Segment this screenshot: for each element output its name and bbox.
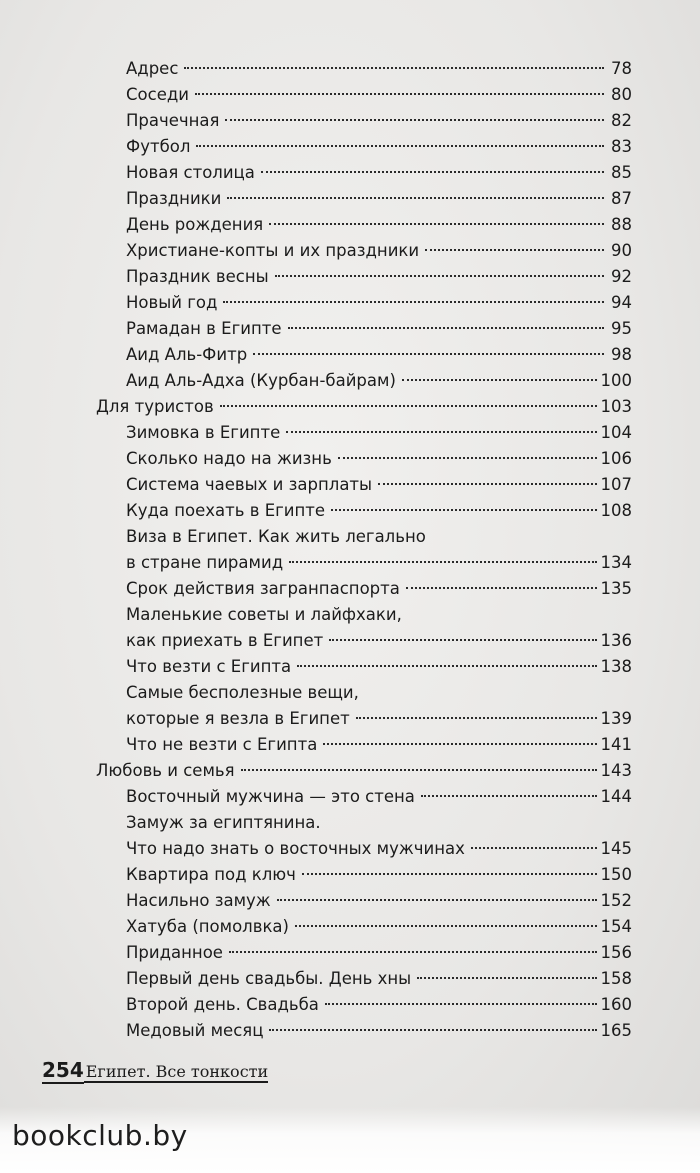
toc-leader-dots: [323, 743, 596, 745]
toc-leader-dots: [225, 119, 604, 121]
toc-entry: [96, 1018, 632, 1044]
toc-entry-title: Хатуба (помолвка): [126, 917, 289, 936]
toc-entry-title: Виза в Египет. Как жить легально: [126, 527, 426, 546]
toc-entry-title: Праздники: [126, 189, 222, 208]
toc-entry-title: Соседи: [126, 85, 189, 104]
toc-entry-title: Замуж за египтянина.: [126, 813, 321, 832]
toc-entry: [96, 940, 632, 966]
toc-entry: [96, 888, 632, 914]
toc-entry-title: Самые бесполезные вещи,: [126, 683, 359, 702]
toc-entry: [96, 810, 632, 836]
toc-leader-dots: [277, 899, 597, 901]
running-title: Египет. Все тонкости: [85, 1062, 269, 1081]
toc-entry: [96, 836, 632, 862]
toc-entry: [96, 134, 632, 160]
toc-leader-dots: [289, 561, 596, 563]
toc-entry: [96, 368, 632, 394]
toc-leader-dots: [286, 431, 596, 433]
toc-entry: [96, 394, 632, 420]
toc-leader-dots: [402, 379, 597, 381]
toc-leader-dots: [261, 171, 604, 173]
toc-entry: [96, 862, 632, 888]
toc-entry-page: 103: [600, 397, 632, 416]
toc-entry-page: 78: [611, 59, 632, 78]
toc-entry-page: 156: [600, 943, 632, 962]
toc-entry-title: Квартира под ключ: [126, 865, 296, 884]
toc-entry: [96, 966, 632, 992]
toc-entry-page: 134: [600, 553, 632, 572]
toc-entry-page: 165: [600, 1021, 632, 1040]
toc-entry-title: Прачечная: [126, 111, 220, 130]
toc-entry-title: Новая столица: [126, 163, 255, 182]
toc-entry: [96, 706, 632, 732]
toc-entry-title: Куда поехать в Египте: [126, 501, 326, 520]
toc-entry-title: Медовый месяц: [126, 1021, 264, 1040]
toc-entry-page: 82: [611, 111, 632, 130]
toc-entry: [96, 732, 632, 758]
toc-entry-title: Зимовка в Египте: [126, 423, 281, 442]
toc-leader-dots: [295, 925, 597, 927]
toc-entry-title: Аид Аль-Адха (Курбан-байрам): [126, 371, 396, 390]
toc-entry-title: Срок действия загранпаспорта: [126, 579, 400, 598]
toc-entry: [96, 576, 632, 602]
toc-entry: [96, 56, 632, 82]
toc-entry-title: которые я везла в Египет: [126, 709, 350, 728]
toc-leader-dots: [325, 1003, 597, 1005]
toc-entry-page: 145: [600, 839, 632, 858]
toc-leader-dots: [195, 93, 604, 95]
toc-entry-title: Восточный мужчина — это стена: [126, 787, 415, 806]
toc-leader-dots: [227, 197, 604, 199]
toc-entry: [96, 264, 632, 290]
toc-entry-page: 104: [600, 423, 632, 442]
toc-leader-dots: [331, 509, 596, 511]
toc-leader-dots: [223, 301, 604, 303]
toc-entry-page: 138: [600, 657, 632, 676]
toc-entry-page: 90: [611, 241, 632, 260]
toc-entry: [96, 498, 632, 524]
toc-entry: [96, 186, 632, 212]
toc-entry: [96, 212, 632, 238]
toc-entry-page: 154: [600, 917, 632, 936]
toc-entry-title: День рождения: [126, 215, 264, 234]
toc-entry-page: 144: [600, 787, 632, 806]
toc-entry-page: 158: [600, 969, 632, 988]
toc-entry: [96, 446, 632, 472]
toc-entry-page: 135: [600, 579, 632, 598]
toc-entry: [96, 160, 632, 186]
toc-entry-page: 83: [611, 137, 632, 156]
toc-entry: [96, 524, 632, 550]
toc-entry: [96, 290, 632, 316]
toc-entry-title: как приехать в Египет: [126, 631, 324, 650]
toc-entry-title: Сколько надо на жизнь: [126, 449, 332, 468]
toc-entry-page: 136: [600, 631, 632, 650]
watermark-text: bookclub.by: [12, 1119, 188, 1152]
toc-entry-title: Рамадан в Египте: [126, 319, 282, 338]
toc-entry: [96, 628, 632, 654]
page-footer: [42, 1058, 268, 1082]
toc-entry-page: 107: [600, 475, 632, 494]
toc-entry-title: Что везти с Египта: [126, 657, 292, 676]
toc-entry-page: 92: [611, 267, 632, 286]
toc-entry-title: Первый день свадьбы. День хны: [126, 969, 412, 988]
toc-entry: [96, 758, 632, 784]
toc-leader-dots: [275, 275, 604, 277]
toc-leader-dots: [338, 457, 597, 459]
toc-leader-dots: [378, 483, 596, 485]
toc-entry: [96, 550, 632, 576]
toc-entry: [96, 914, 632, 940]
toc-entry: [96, 420, 632, 446]
toc-entry-title: Аид Аль-Фитр: [126, 345, 248, 364]
toc-entry-title: Система чаевых и зарплаты: [126, 475, 373, 494]
toc-entry-title: Адрес: [126, 59, 179, 78]
toc-leader-dots: [471, 847, 597, 849]
toc-entry-page: 95: [611, 319, 632, 338]
toc-entry-title: Приданное: [126, 943, 223, 962]
toc-entry: [96, 680, 632, 706]
toc-entry: [96, 238, 632, 264]
toc-entry: [96, 472, 632, 498]
toc-leader-dots: [220, 405, 597, 407]
toc-entry-title: Маленькие советы и лайфхаки,: [126, 605, 402, 624]
page-number: 254: [42, 1058, 84, 1082]
toc-leader-dots: [417, 977, 596, 979]
toc-leader-dots: [329, 639, 596, 641]
toc-entry-page: 141: [600, 735, 632, 754]
toc-entry-title: Для туристов: [96, 397, 214, 416]
toc-entry-title: Христиане-копты и их праздники: [126, 241, 420, 260]
table-of-contents: [96, 56, 632, 1044]
toc-entry-page: 143: [600, 761, 632, 780]
toc-entry-page: 139: [600, 709, 632, 728]
toc-entry-page: 88: [611, 215, 632, 234]
toc-entry-title: Что не везти с Египта: [126, 735, 318, 754]
toc-leader-dots: [297, 665, 596, 667]
watermark-banner: [0, 1107, 700, 1173]
toc-entry-page: 98: [611, 345, 632, 364]
toc-entry-title: Что надо знать о восточных мужчинах: [126, 839, 465, 858]
toc-leader-dots: [406, 587, 597, 589]
toc-entry-page: 106: [600, 449, 632, 468]
toc-entry-title: Любовь и семья: [96, 761, 235, 780]
toc-entry-page: 152: [600, 891, 632, 910]
toc-entry: [96, 602, 632, 628]
toc-entry-title: Насильно замуж: [126, 891, 271, 910]
toc-entry: [96, 784, 632, 810]
toc-entry-page: 94: [611, 293, 632, 312]
toc-leader-dots: [425, 249, 604, 251]
toc-entry-page: 100: [600, 371, 632, 390]
toc-entry-title: Футбол: [126, 137, 191, 156]
toc-leader-dots: [241, 769, 597, 771]
toc-entry: [96, 342, 632, 368]
toc-entry-page: 87: [611, 189, 632, 208]
toc-entry: [96, 108, 632, 134]
toc-entry-title: Второй день. Свадьба: [126, 995, 319, 1014]
toc-entry: [96, 82, 632, 108]
toc-entry: [96, 316, 632, 342]
toc-entry-title: в стране пирамид: [126, 553, 284, 572]
toc-leader-dots: [184, 67, 604, 69]
toc-leader-dots: [253, 353, 604, 355]
toc-leader-dots: [421, 795, 597, 797]
toc-entry-page: 160: [600, 995, 632, 1014]
toc-leader-dots: [302, 873, 597, 875]
toc-entry-page: 108: [600, 501, 632, 520]
toc-leader-dots: [269, 223, 604, 225]
toc-leader-dots: [288, 327, 604, 329]
toc-entry: [96, 654, 632, 680]
toc-entry-page: 85: [611, 163, 632, 182]
toc-entry-title: Новый год: [126, 293, 218, 312]
toc-entry: [96, 992, 632, 1018]
toc-entry-page: 80: [611, 85, 632, 104]
toc-leader-dots: [196, 145, 604, 147]
toc-leader-dots: [229, 951, 597, 953]
toc-leader-dots: [269, 1029, 596, 1031]
toc-leader-dots: [356, 717, 597, 719]
toc-entry-page: 150: [600, 865, 632, 884]
toc-entry-title: Праздник весны: [126, 267, 269, 286]
